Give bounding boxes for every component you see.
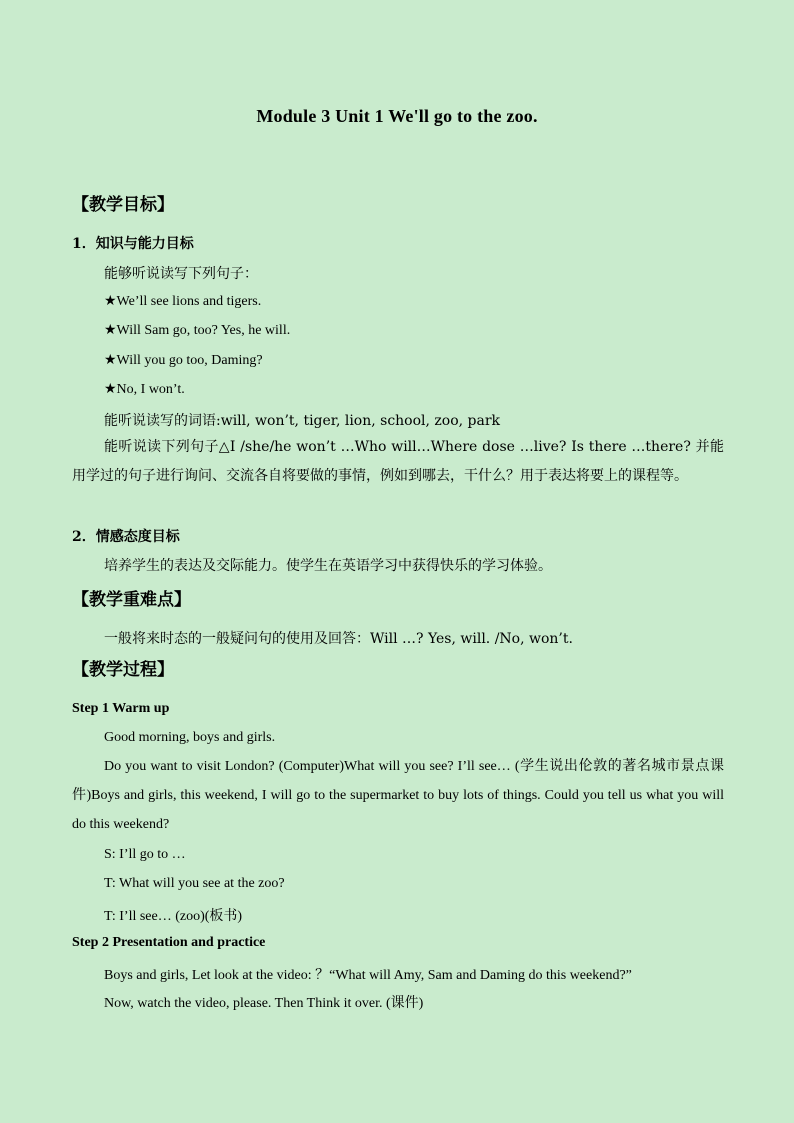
section-heading-goals: 【教学目标】: [72, 195, 174, 215]
step1-heading: Step 1 Warm up: [72, 701, 170, 716]
goal-paragraph: 能听说读下列句子△I /she/he won’t …Who will…Where dose …live? Is there …there? 并能用学过的句子进行询问、交流各自将要做的事情，例如到哪去，干什么？用于表达将要上的课程等。: [72, 439, 724, 484]
goal-words: 能听说读写的词语:will, won’t, tiger, lion, school, zoo, park: [104, 413, 501, 429]
knowledge-heading: 1．知识与能力目标: [72, 236, 194, 252]
step2-line: Now, watch the video, please. Then Think it over. (课件): [104, 996, 424, 1011]
step2-line: Boys and girls, Let look at the video: ？“What will Amy, Sam and Daming do this weekend?”: [104, 968, 632, 983]
goal-sentence: ★We’ll see lions and tigers.: [104, 294, 262, 309]
goal-sentence: ★Will Sam go, too? Yes, he will.: [104, 323, 291, 338]
step2-heading: Step 2 Presentation and practice: [72, 935, 266, 950]
goal-sentence: ★No, I won’t.: [104, 382, 185, 397]
step1-line: Good morning, boys and girls.: [104, 730, 276, 745]
step1-student-line: S: I’ll go to …: [104, 847, 186, 862]
page-title: Module 3 Unit 1 We'll go to the zoo.: [256, 106, 538, 126]
goals-intro: 能够听说读写下列句子：: [104, 266, 258, 282]
section-heading-process: 【教学过程】: [72, 660, 174, 680]
step1-paragraph: Do you want to visit London? (Computer)What will you see? I’ll see… (学生说出伦敦的著名城市景点课件)Boys and girls, this weekend, I will go to the supermarket to buy lots of things. Could you tell us what you will do this weekend?: [72, 759, 724, 832]
step1-teacher-line: T: I’ll see… (zoo)(板书): [104, 909, 243, 924]
emotion-text: 培养学生的表达及交际能力。使学生在英语学习中获得快乐的学习体验。: [104, 558, 552, 574]
emotion-heading: 2．情感态度目标: [72, 529, 180, 545]
goal-sentence: ★Will you go too, Daming?: [104, 353, 263, 368]
section-heading-key-points: 【教学重难点】: [72, 590, 191, 610]
step1-teacher-line: T: What will you see at the zoo?: [104, 876, 285, 891]
key-points-text: 一般将来时态的一般疑问句的使用及回答：Will …? Yes, will. /No, won’t.: [104, 631, 573, 647]
